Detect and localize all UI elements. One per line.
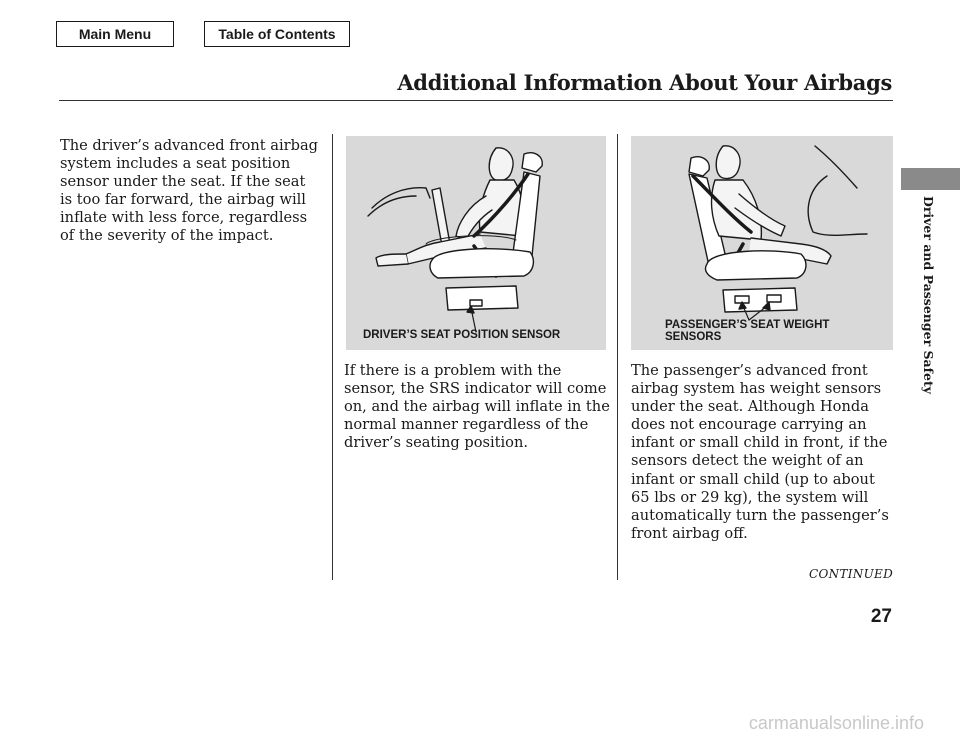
main-menu-button[interactable]: Main Menu	[56, 21, 174, 47]
section-label: Driver and Passenger Safety	[921, 196, 936, 395]
watermark: carmanualsonline.info	[748, 713, 924, 733]
passenger-sensor-paragraph: The passenger’s advanced front airbag system has weight sensors under the seat. Although Honda does not encourage carrying an infant or small child in front, if the sensors detect the weight of an infant or small child (up to about 65 lbs or 29 kg), the system will automatically turn the passenger’s front airbag off.	[631, 362, 889, 542]
sensor-problem-paragraph: If there is a problem with the sensor, the SRS indicator will come on, and the airbag will inflate in the normal manner regardless of the driver’s seating position.	[344, 362, 610, 452]
page-number: 27	[870, 606, 892, 627]
column-divider	[332, 134, 333, 580]
section-tab	[901, 168, 960, 190]
page-title: Additional Information About Your Airbags	[397, 70, 892, 95]
passenger-seat-illustration	[631, 136, 893, 350]
column-divider	[617, 134, 618, 580]
title-divider	[59, 100, 893, 101]
driver-sensor-caption: DRIVER’S SEAT POSITION SENSOR	[363, 329, 561, 341]
passenger-sensor-caption: PASSENGER’S SEAT WEIGHT SENSORS	[665, 319, 830, 343]
driver-sensor-paragraph: The driver’s advanced front airbag system includes a seat position sensor under the seat. If the seat is too far forward, the airbag will inflate with less force, regardless of the severity of the impact.	[60, 137, 318, 245]
table-of-contents-button[interactable]: Table of Contents	[204, 21, 350, 47]
driver-seat-illustration	[346, 136, 606, 350]
continued-label: CONTINUED	[809, 567, 893, 581]
